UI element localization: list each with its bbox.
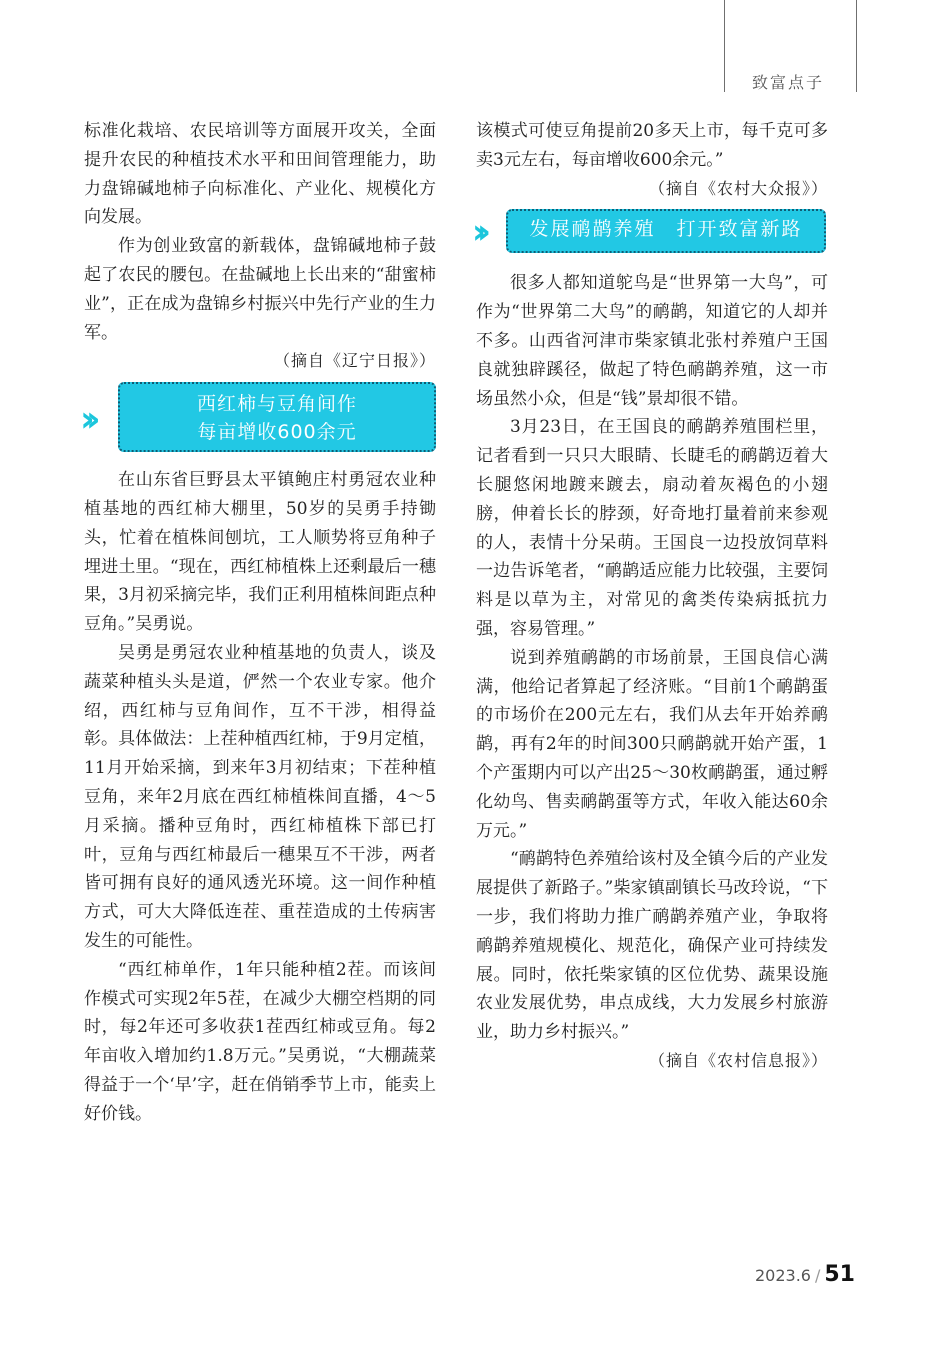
article-paragraph: 说到养殖鸸鹋的市场前景，王国良信心满满，他给记者算起了经济账。“目前1个鸸鹋蛋的市场价在200元左右，我们从去年开始养鸸鹋，再有2年的时间300只鸸鹋就开始产蛋，1个产蛋期内可以产出25～30枚鸸鹋蛋，通过孵化幼鸟、售卖鸸鹋蛋等方式，年收入能达60余万元。” <box>476 647 828 841</box>
article-headline <box>80 382 436 452</box>
article-paragraph: 吴勇是勇冠农业种植基地的负责人，谈及蔬菜种植头头是道，俨然一个农业专家。他介绍，西红柿与豆角间作，互不干涉，相得益彰。具体做法：上茬种植西红柿，于9月定植，11月开始采摘，到来年3月初结束；下茬种植豆角，来年2月底在西红柿植株间直播，4～5月采摘。播种豆角时，西红柿植株下部已打叶，豆角与西红柿最后一穗果互不干涉，两者皆可拥有良好的通风透光环境。这一间作种植方式，可大大降低连茬、重茬造成的土传病害发生的可能性。 <box>84 642 436 951</box>
headline-line-1: 西红柿与豆角间作 <box>196 393 357 416</box>
article-paragraph: 在山东省巨野县太平镇鲍庄村勇冠农业种植基地的西红柿大棚里，50岁的吴勇手持锄头，忙着在植株间刨坑，工人顺势将豆角种子埋进土里。“现在，西红柿植株上还剩最后一穗果，3月初采摘完毕，我们正利用植株间距点种豆角。”吴勇说。 <box>84 470 436 635</box>
page-number: 51 <box>824 1262 855 1287</box>
source-credit: （摘自《辽宁日报》） <box>273 351 436 371</box>
page-footer <box>755 1262 855 1287</box>
left-column <box>80 117 436 1129</box>
double-chevron-icon: ›› <box>472 212 483 253</box>
section-label: 致富点子 <box>752 73 825 92</box>
article-paragraph: 该模式可使豆角提前20多天上市，每千克可多卖3元左右，每亩增收600余元。” <box>476 121 828 170</box>
headline-line-2: 每亩增收600余元 <box>197 421 357 444</box>
double-chevron-icon: ›› <box>80 398 92 440</box>
header-rule-left <box>724 0 725 92</box>
headline-box: 发展鸸鹋养殖 打开致富新路 <box>506 209 826 253</box>
footer-separator: / <box>814 1266 821 1285</box>
article-paragraph: 很多人都知道鸵鸟是“世界第一大鸟”，可作为“世界第二大鸟”的鸸鹋，知道它的人却并不多。山西省河津市柴家镇北张村养殖户王国良就独辟蹊径，做起了特色鸸鹋养殖，这一市场虽然小众，但是“钱”景却很不错。 <box>476 273 828 409</box>
article-paragraph: 作为创业致富的新载体，盘锦碱地柿子鼓起了农民的腰包。在盐碱地上长出来的“甜蜜柿业”，正在成为盘锦乡村振兴中先行产业的生力军。 <box>84 236 436 343</box>
source-credit: （摘自《农村大众报》） <box>648 178 828 198</box>
article-paragraph: 3月23日，在王国良的鸸鹋养殖围栏里，记者看到一只只大眼睛、长睫毛的鸸鹋迈着大长腿悠闲地踱来踱去，扇动着灰褐色的小翅膀，伸着长长的脖颈，好奇地打量着前来参观的人，表情十分呆萌。王国良一边投放饲草料一边告诉笔者，“鸸鹋适应能力比较强，主要饲料是以草为主，对常见的禽类传染病抵抗力强，容易管理。” <box>476 417 828 639</box>
issue-label: 2023.6 <box>755 1266 811 1285</box>
article-paragraph: “鸸鹋特色养殖给该村及全镇今后的产业发展提供了新路子。”柴家镇副镇长马改玲说，“下一步，我们将助力推广鸸鹋养殖产业，争取将鸸鹋养殖规模化、规范化，确保产业可持续发展。同时，依托柴家镇的区位优势、蔬果设施农业发展优势，串点成线，大力发展乡村旅游业，助力乡村振兴。” <box>476 849 828 1043</box>
header-rule-right <box>856 0 857 92</box>
article-paragraph: 标准化栽培、农民培训等方面展开攻关，全面提升农民的种植技术水平和田间管理能力，助力盘锦碱地柿子向标准化、产业化、规模化方向发展。 <box>84 121 436 228</box>
article-paragraph: “西红柿单作，1年只能种植2茬。而该间作模式可实现2年5茬，在减少大棚空档期的同时，每2年还可多收获1茬西红柿或豆角。每2年亩收入增加约1.8万元。”吴勇说，“大棚蔬菜得益于一个‘早’字，赶在俏销季节上市，能卖上好价钱。 <box>84 959 436 1124</box>
right-column <box>472 117 828 1076</box>
headline-box <box>118 382 436 452</box>
source-credit: （摘自《农村信息报》） <box>648 1050 828 1070</box>
article-headline <box>472 209 828 253</box>
